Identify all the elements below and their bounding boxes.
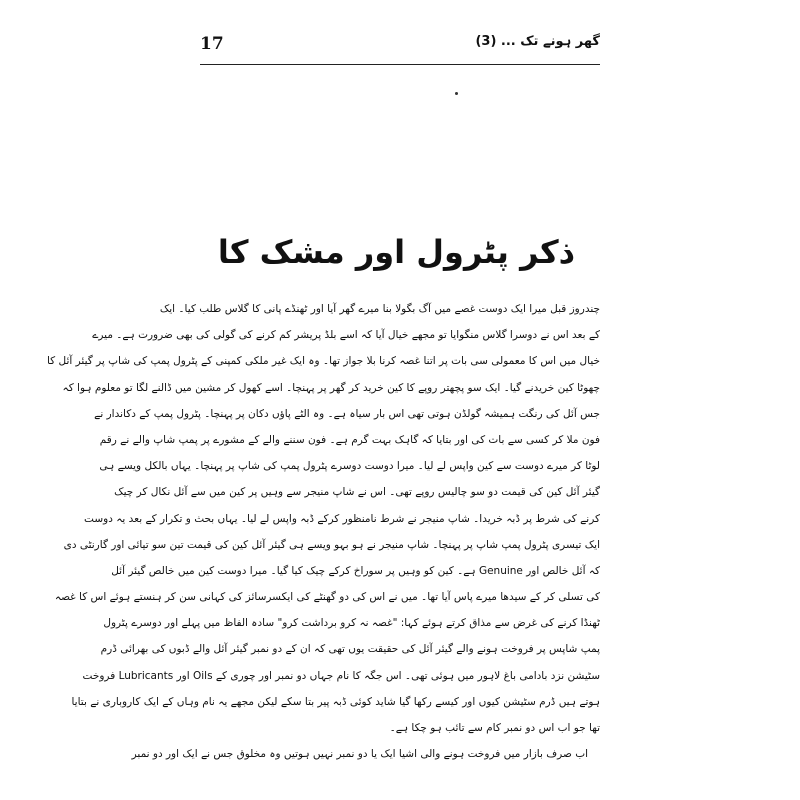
text-line: کرنے کی شرط پر ڈبہ خریدا۔ شاپ منیجر نے شرط نامنظور کرکے ڈبہ واپس لے لیا۔ یہاں بحث و تکرار کے بعد یہ دوست — [84, 512, 600, 525]
chapter-title: ذکر پٹرول اور مشک کا — [217, 233, 575, 271]
text-line: سٹیشن نزد بادامی باغ لاہور میں ہوئی تھی۔ اس جگہ کا نام جہاں دو نمبر اور چوری کے Oils اور Lubricants فروخت — [82, 669, 600, 682]
text-line: ٹھنڈا کرنے کی غرض سے مذاق کرتے ہوئے کہا: "غصہ نہ کرو برداشت کرو" سادہ الفاظ میں پہلے اور دوسرے پٹرول — [103, 617, 600, 630]
text-line: ہوتے ہیں ڈرم سٹیشن کیوں اور کیسے رکھا گیا شاید کوئی ڈبہ پیر بتا سکے لیکن مجھے یہ نام وہاں کے ایک کاروباری نے بتایا — [71, 695, 600, 708]
text-line: تھا جو اب اس دو نمبر کام سے تائب ہو چکا ہے۔ — [389, 722, 600, 734]
text-line: کی تسلی کر کے سیدھا میرے پاس آیا تھا۔ میں نے اس کی دو گھنٹے کی ایکسرسائز کی کہانی سن کر ہنستے ہوئے اس کا غصہ — [54, 591, 600, 604]
text-line: چندروز قبل میرا ایک دوست غصے میں آگ بگولا بنا میرے گھر آیا اور ٹھنڈے پانی کا گلاس طلب کیا۔ ایک — [159, 303, 600, 315]
text-line: گیئر آئل کین کی قیمت دو سو چالیس روپے تھی۔ اس نے شاپ منیجر سے وہیں پر کین میں سے آئل نکال کر چیک — [114, 486, 600, 499]
text-line: اب صرف بازار میں فروخت ہونے والی اشیا ایک یا دو نمبر نہیں ہوتیں وہ مخلوق جس نے ایک اور دو نمبر — [131, 748, 588, 761]
text-line: چھوٹا کین خریدنے گیا۔ ایک سو پچھتر روپے کا کین خرید کر گھر پر پہنچا۔ اسے کھول کر مشین میں ڈالنے لگا تو معلوم ہوا کہ — [62, 381, 600, 394]
body-text — [46, 296, 600, 767]
text-line: لوٹا کر میرے دوست سے کین واپس لے لیا۔ میرا دوست دوسرے پٹرول پمپ کی شاپ پر پہنچا۔ یہاں بالکل ویسے ہی — [99, 460, 600, 473]
text-line: کہ آئل خالص اور Genuine ہے۔ کین کو وہیں پر سوراخ کرکے چیک کیا گیا۔ میرا دوست کین میں خالص گیئر آئل — [111, 564, 600, 577]
text-line: ایک تیسری پٹرول پمپ شاپ پر پہنچا۔ شاپ منیجر نے ہو بہو ویسے ہی گیئر آئل کین کی قیمت تین سو تیائی اور گارنٹی دی — [63, 538, 600, 551]
page-number: 17 — [200, 34, 224, 54]
running-title: گھر ہونے تک ... (3) — [475, 34, 600, 49]
text-line: خیال میں اس کا معمولی سی بات پر اتنا غصہ کرنا بلا جواز تھا۔ وہ ایک غیر ملکی کمپنی کے پٹرول پمپ کی شاپ پر گیئر آئل کا — [46, 355, 600, 368]
ink-speck — [455, 92, 458, 95]
text-line: فون ملا کر کسی سے بات کی اور بتایا کہ گاہک بہت گرم ہے۔ فون سننے والے کے مشورے پر پمپ شاپ والے نے رقم — [99, 433, 600, 446]
text-line: جس آئل کی رنگت ہمیشہ گولڈن ہوتی تھی اس بار سیاہ ہے۔ وہ الٹے پاؤں دکان پر پہنچا۔ پٹرول پمپ کے دکاندار نے — [94, 407, 600, 420]
running-header — [200, 30, 600, 65]
text-line: پمپ شاپس پر فروخت ہونے والے گیئر آئل کی حقیقت یوں تھی کہ ان کے دو نمبر گیئر آئل والے ڈبوں کی بھرائی ڈرم — [100, 643, 600, 656]
text-line: کے بعد اس نے دوسرا گلاس منگوایا تو مجھے خیال آیا کہ اسے بلڈ پریشر کم کرنے کی گولی کی بھی ضرورت ہے۔ میرے — [92, 329, 600, 342]
